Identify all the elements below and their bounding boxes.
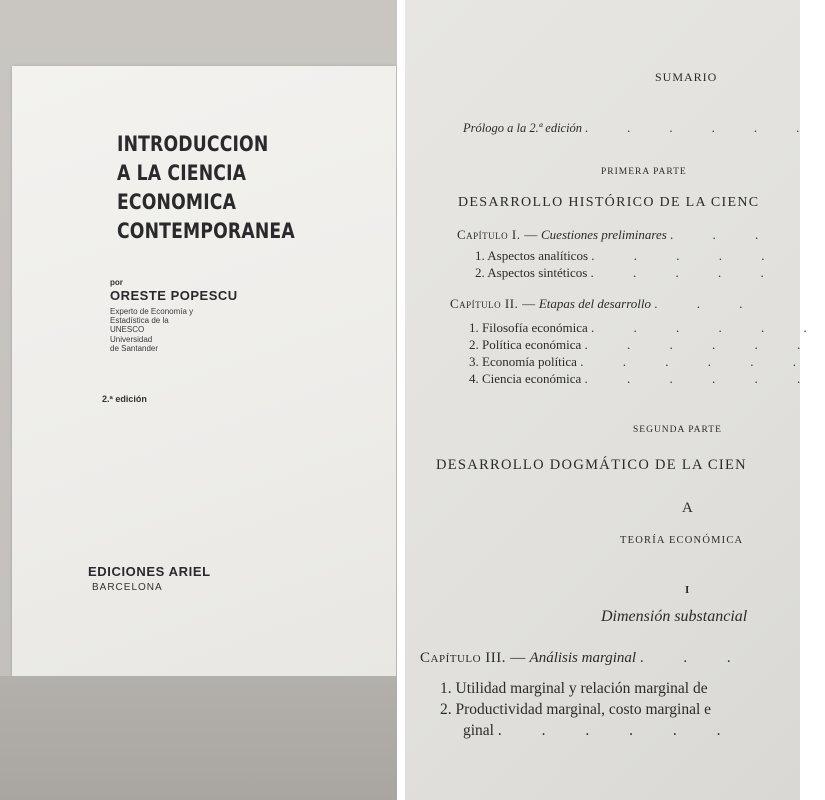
leader-dots: . . . . . . [591,320,825,335]
chapter-number: Capítulo I. — [457,227,538,242]
table-of-contents [405,0,825,800]
leader-dots: . . . . . . [580,354,814,369]
part-two-label: SEGUNDA PARTE [633,425,722,435]
contents-heading: SUMARIO [655,70,718,84]
affiliation-line: de Santander [110,343,159,353]
leader-dots: . . . . . . [584,371,819,386]
by-label: por [110,278,123,287]
leader-dots: . . . . . . [585,121,818,135]
toc-item-label: 2. Aspectos sintéticos [475,265,588,280]
toc-item [469,354,814,370]
table-surface [0,676,397,800]
chapter-entry [457,227,776,243]
toc-item-label: 2. Política económica [469,337,582,352]
leader-dots: . . . [654,296,761,311]
title-page-photo [0,0,397,800]
chapter-title: Análisis marginal [529,650,637,666]
prologue-label: Prólogo a la 2.ª edición [463,121,583,135]
affiliation-line: UNESCO [110,325,145,335]
chapter-title: Etapas del desarrollo [538,296,652,311]
affiliation-line: Experto de Economía y [110,307,194,316]
subsection-number: I [685,584,690,596]
prologue-entry [463,121,818,136]
part-two-title: DESARROLLO DOGMÁTICO DE LA CIEN [436,457,747,473]
toc-item [475,248,783,264]
leader-dots: . . . . . . [584,337,819,352]
title-page [12,66,396,678]
leader-dots: . . . . . . [497,722,739,739]
edition-label: 2.ª edición [102,394,147,404]
toc-item: 1. Utilidad marginal y relación marginal de [440,680,708,697]
toc-item [463,722,739,740]
toc-item [469,337,818,353]
contents-page-photo [405,0,825,800]
toc-item [475,265,782,281]
affiliation-line: Universidad [110,334,153,344]
toc-item-label: ginal [463,722,494,739]
subsection-title: Dimensión substancial [601,608,748,625]
chapter-entry [450,296,761,312]
chapter-number: Capítulo III. — [420,650,526,666]
publisher-name: EDICIONES ARIEL [88,564,211,579]
title-line: ECONOMICA [117,190,237,214]
affiliation-line: Estadística de la [110,316,169,326]
section-name: TEORÍA ECONÓMICA [620,535,744,546]
chapter-title: Cuestiones preliminares [541,227,667,242]
leader-dots: . . . . . [590,265,782,280]
leader-dots: . . . [670,227,777,242]
author-affiliation [110,307,193,353]
title-line: CONTEMPORANEA [117,219,295,243]
publisher-city: BARCELONA [92,582,163,593]
toc-item: 2. Productividad marginal, costo marginal e [440,701,712,718]
leader-dots: . . . [639,650,749,666]
toc-item-label: 1. Filosofía económica [469,320,588,335]
part-one-label: PRIMERA PARTE [601,167,687,177]
author-name: ORESTE POPESCU [110,288,238,303]
toc-item [469,371,818,387]
leader-dots: . . . . . [591,248,783,263]
toc-item [469,320,825,336]
title-line: INTRODUCCION [117,132,269,156]
toc-item-label: 4. Ciencia económica [469,371,582,386]
toc-item-label: 1. Aspectos analíticos [475,248,589,263]
section-letter: A [682,500,693,516]
toc-item-label: 3. Economía política [469,354,577,369]
chapter-entry [420,650,749,667]
collage-divider [397,0,405,800]
book-title [117,130,295,246]
part-one-title: DESARROLLO HISTÓRICO DE LA CIENC [458,195,760,210]
chapter-number: Capítulo II. — [450,296,536,311]
title-line: A LA CIENCIA [117,161,247,185]
